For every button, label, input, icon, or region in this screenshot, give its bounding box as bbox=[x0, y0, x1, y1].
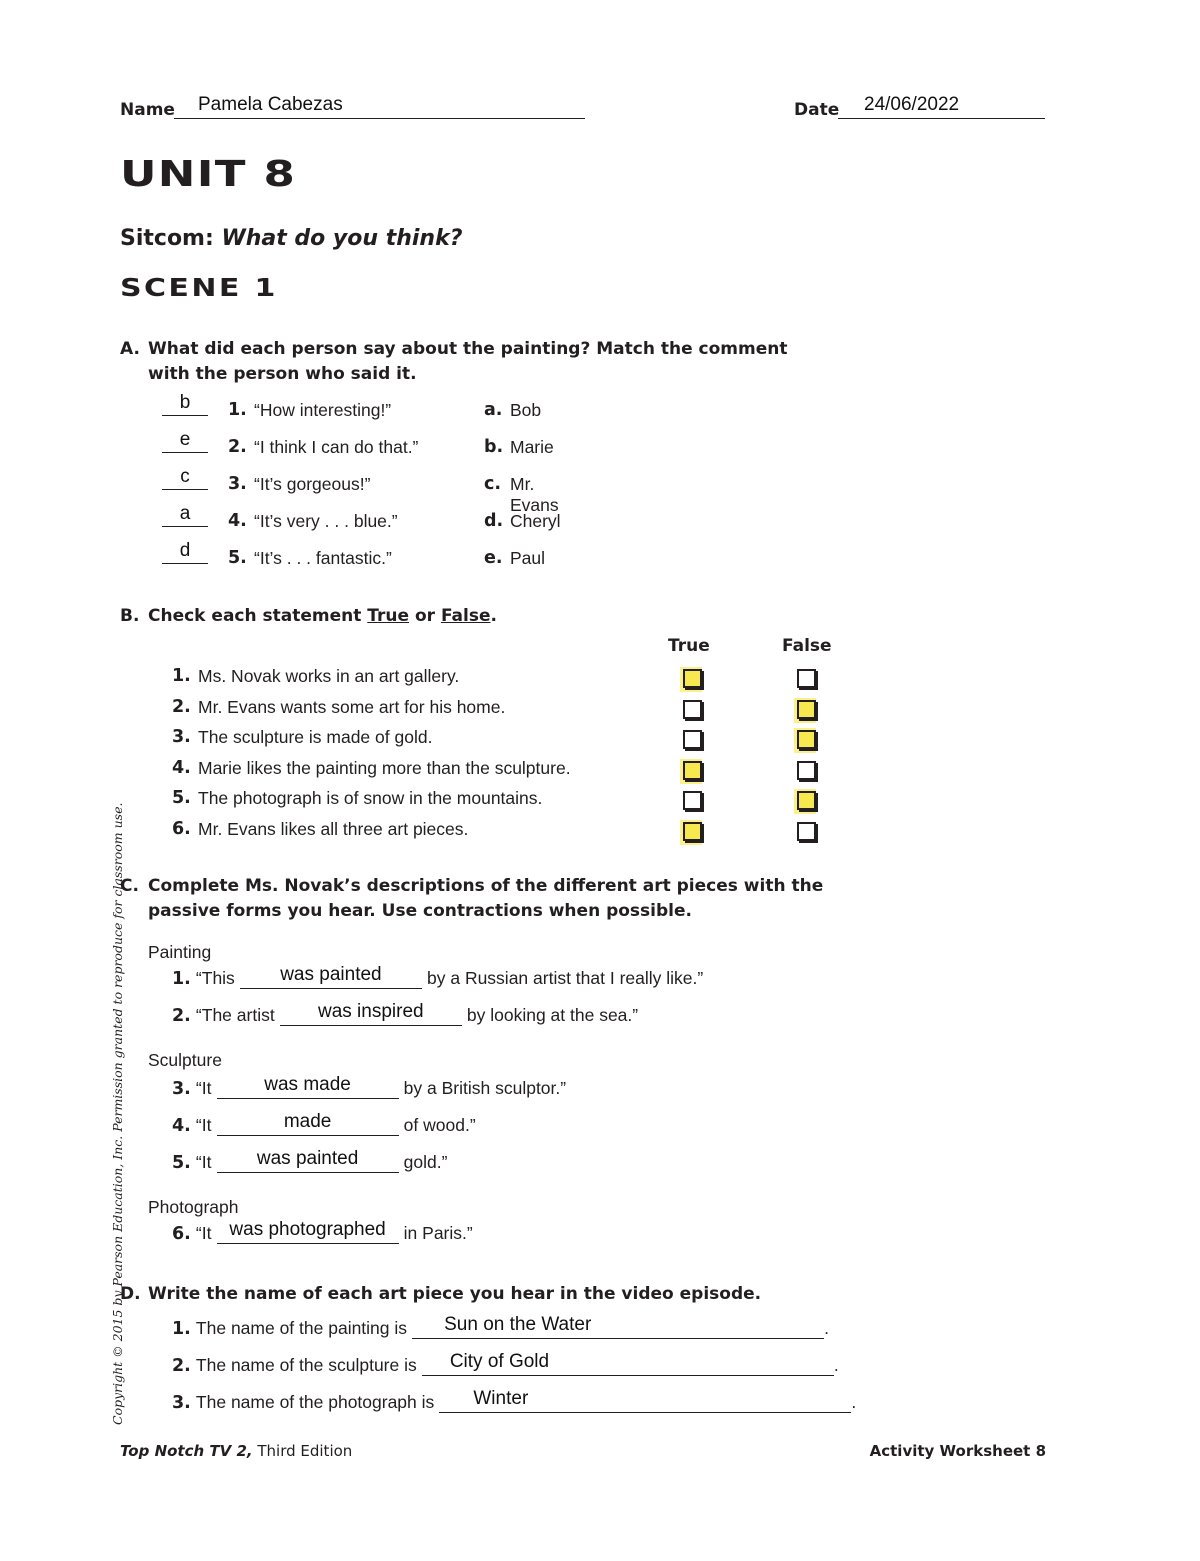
item-post: in Paris.” bbox=[403, 1223, 473, 1243]
true-checkbox[interactable] bbox=[683, 700, 702, 719]
answer-field[interactable]: was painted bbox=[240, 964, 422, 989]
true-checkbox[interactable] bbox=[683, 730, 702, 749]
item-number: 4. bbox=[228, 511, 247, 531]
item-quote: “It’s very . . . blue.” bbox=[254, 511, 398, 531]
false-checkbox[interactable] bbox=[797, 761, 816, 780]
section-c-letter: C. bbox=[120, 876, 139, 896]
list-item bbox=[172, 1388, 856, 1413]
item-number: 5. bbox=[228, 548, 247, 568]
item-number: 5. bbox=[172, 788, 191, 808]
name-label: Name bbox=[120, 100, 175, 120]
statement-text: Mr. Evans wants some art for his home. bbox=[198, 697, 506, 717]
list-item bbox=[172, 1148, 447, 1173]
item-number: 6. bbox=[172, 819, 191, 839]
answer-field[interactable]: was painted bbox=[217, 1148, 399, 1173]
item-number: 1. bbox=[228, 400, 247, 420]
section-b-false-word: False bbox=[440, 606, 491, 626]
footer-book-title bbox=[120, 1442, 352, 1460]
item-pre: The name of the sculpture is bbox=[195, 1355, 417, 1375]
section-a-instruction-line2: with the person who said it. bbox=[148, 364, 417, 384]
section-b-instruction-pre: Check each statement bbox=[148, 606, 368, 626]
item-quote: “How interesting!” bbox=[254, 400, 392, 420]
answer-field[interactable]: City of Gold bbox=[422, 1351, 834, 1376]
footer-book-edition: Third Edition bbox=[252, 1442, 353, 1460]
section-c-instruction-line2: passive forms you hear. Use contractions when possible. bbox=[148, 901, 692, 921]
section-d-letter: D. bbox=[120, 1284, 141, 1304]
item-quote: “It’s . . . fantastic.” bbox=[254, 548, 392, 568]
date-label: Date bbox=[794, 100, 840, 120]
item-number: 2. bbox=[172, 1356, 191, 1376]
item-quote: “I think I can do that.” bbox=[254, 437, 419, 457]
item-number: 2. bbox=[172, 697, 191, 717]
item-pre: “The artist bbox=[195, 1005, 275, 1025]
name-value: Pamela Cabezas bbox=[198, 94, 343, 115]
true-checkbox[interactable] bbox=[683, 669, 702, 688]
subheading-sculpture: Sculpture bbox=[148, 1050, 222, 1070]
list-item bbox=[172, 1001, 638, 1026]
section-c-instruction bbox=[148, 874, 823, 924]
item-post: . bbox=[851, 1392, 857, 1412]
false-checkbox[interactable] bbox=[797, 669, 816, 688]
column-header-true: True bbox=[668, 636, 710, 656]
item-pre: “It bbox=[195, 1115, 212, 1135]
item-number: 1. bbox=[172, 1319, 191, 1339]
statement-text: The photograph is of snow in the mountains. bbox=[198, 788, 543, 808]
item-pre: “It bbox=[195, 1223, 212, 1243]
answer-field[interactable]: c bbox=[162, 466, 208, 490]
true-checkbox[interactable] bbox=[683, 822, 702, 841]
item-number: 3. bbox=[228, 474, 247, 494]
section-b-true-word: True bbox=[367, 606, 410, 626]
sitcom-title: What do you think? bbox=[221, 226, 463, 251]
section-b-letter: B. bbox=[120, 606, 140, 626]
list-item bbox=[172, 1074, 566, 1099]
option-name: Marie bbox=[510, 437, 554, 457]
section-a-instruction bbox=[148, 337, 787, 387]
statement-text: Mr. Evans likes all three art pieces. bbox=[198, 819, 469, 839]
answer-field[interactable]: Winter bbox=[439, 1388, 851, 1413]
item-number: 5. bbox=[172, 1153, 191, 1173]
item-pre: “It bbox=[195, 1078, 212, 1098]
answer-field[interactable]: d bbox=[162, 540, 208, 564]
item-quote: “It’s gorgeous!” bbox=[254, 474, 371, 494]
name-field[interactable] bbox=[174, 94, 585, 119]
subheading-photograph: Photograph bbox=[148, 1197, 239, 1217]
section-b-instruction bbox=[148, 604, 497, 629]
option-name: Paul bbox=[510, 548, 546, 568]
section-d-instruction: Write the name of each art piece you hear in the video episode. bbox=[148, 1284, 762, 1304]
option-name: Bob bbox=[510, 400, 542, 420]
option-letter: d. bbox=[484, 511, 504, 531]
option-letter: a. bbox=[484, 400, 503, 420]
section-b-end: . bbox=[490, 606, 497, 626]
item-number: 1. bbox=[172, 666, 191, 686]
false-checkbox[interactable] bbox=[797, 791, 816, 810]
item-post: of wood.” bbox=[403, 1115, 476, 1135]
option-name: Mr. Evans bbox=[510, 474, 559, 515]
statement-text: The sculpture is made of gold. bbox=[198, 727, 433, 747]
scene-title: SCENE 1 bbox=[120, 273, 278, 302]
section-a-instruction-line1: What did each person say about the painting? Match the comment bbox=[148, 339, 788, 359]
answer-field[interactable]: made bbox=[217, 1111, 399, 1136]
list-item bbox=[172, 1314, 829, 1339]
item-post: . bbox=[824, 1318, 829, 1338]
answer-field[interactable]: was made bbox=[217, 1074, 399, 1099]
answer-field[interactable]: was photographed bbox=[217, 1219, 399, 1244]
item-number: 3. bbox=[172, 1393, 191, 1413]
answer-field[interactable]: e bbox=[162, 429, 208, 453]
option-letter: e. bbox=[484, 548, 503, 568]
item-number: 3. bbox=[172, 1079, 191, 1099]
item-post: gold.” bbox=[403, 1152, 448, 1172]
item-post: by a Russian artist that I really like.” bbox=[427, 968, 704, 988]
answer-field[interactable]: b bbox=[162, 392, 208, 416]
true-checkbox[interactable] bbox=[683, 761, 702, 780]
unit-title: UNIT 8 bbox=[120, 154, 297, 195]
item-number: 3. bbox=[172, 727, 191, 747]
item-number: 4. bbox=[172, 758, 191, 778]
statement-text: Marie likes the painting more than the sculpture. bbox=[198, 758, 571, 778]
true-checkbox[interactable] bbox=[683, 791, 702, 810]
item-number: 4. bbox=[172, 1116, 191, 1136]
answer-field[interactable]: was inspired bbox=[280, 1001, 462, 1026]
column-header-false: False bbox=[782, 636, 832, 656]
item-pre: The name of the photograph is bbox=[195, 1392, 435, 1412]
false-checkbox[interactable] bbox=[797, 730, 816, 749]
list-item bbox=[172, 1111, 476, 1136]
option-letter: c. bbox=[484, 474, 502, 494]
section-b-or: or bbox=[409, 606, 441, 626]
item-pre: “This bbox=[195, 968, 235, 988]
item-number: 2. bbox=[228, 437, 247, 457]
list-item bbox=[172, 1219, 473, 1244]
item-number: 1. bbox=[172, 969, 191, 989]
copyright-notice: Copyright © 2015 by Pearson Education, Inc. Permission granted to reproduce for classroom use. bbox=[110, 802, 125, 1425]
sitcom-heading bbox=[120, 226, 462, 251]
option-letter: b. bbox=[484, 437, 504, 457]
date-value: 24/06/2022 bbox=[864, 94, 960, 115]
answer-field[interactable]: Sun on the Water bbox=[412, 1314, 824, 1339]
item-number: 2. bbox=[172, 1006, 191, 1026]
item-number: 6. bbox=[172, 1224, 191, 1244]
section-c-instruction-line1: Complete Ms. Novak’s descriptions of the different art pieces with the bbox=[148, 876, 824, 896]
item-pre: “It bbox=[195, 1152, 212, 1172]
answer-field[interactable]: a bbox=[162, 503, 208, 527]
statement-text: Ms. Novak works in an art gallery. bbox=[198, 666, 460, 686]
date-field[interactable] bbox=[838, 94, 1045, 119]
false-checkbox[interactable] bbox=[797, 822, 816, 841]
item-post: by a British sculptor.” bbox=[403, 1078, 567, 1098]
list-item bbox=[172, 964, 703, 989]
sitcom-label: Sitcom: bbox=[120, 226, 214, 251]
option-name: Cheryl bbox=[510, 511, 561, 531]
footer-book-italic: Top Notch TV 2, bbox=[120, 1442, 253, 1460]
item-post: . bbox=[833, 1355, 839, 1375]
subheading-painting: Painting bbox=[148, 942, 212, 962]
footer-worksheet-label: Activity Worksheet 8 bbox=[869, 1442, 1046, 1460]
section-a-letter: A. bbox=[120, 339, 140, 359]
item-post: by looking at the sea.” bbox=[466, 1005, 639, 1025]
false-checkbox[interactable] bbox=[797, 700, 816, 719]
item-pre: The name of the painting is bbox=[195, 1318, 408, 1338]
list-item bbox=[172, 1351, 839, 1376]
